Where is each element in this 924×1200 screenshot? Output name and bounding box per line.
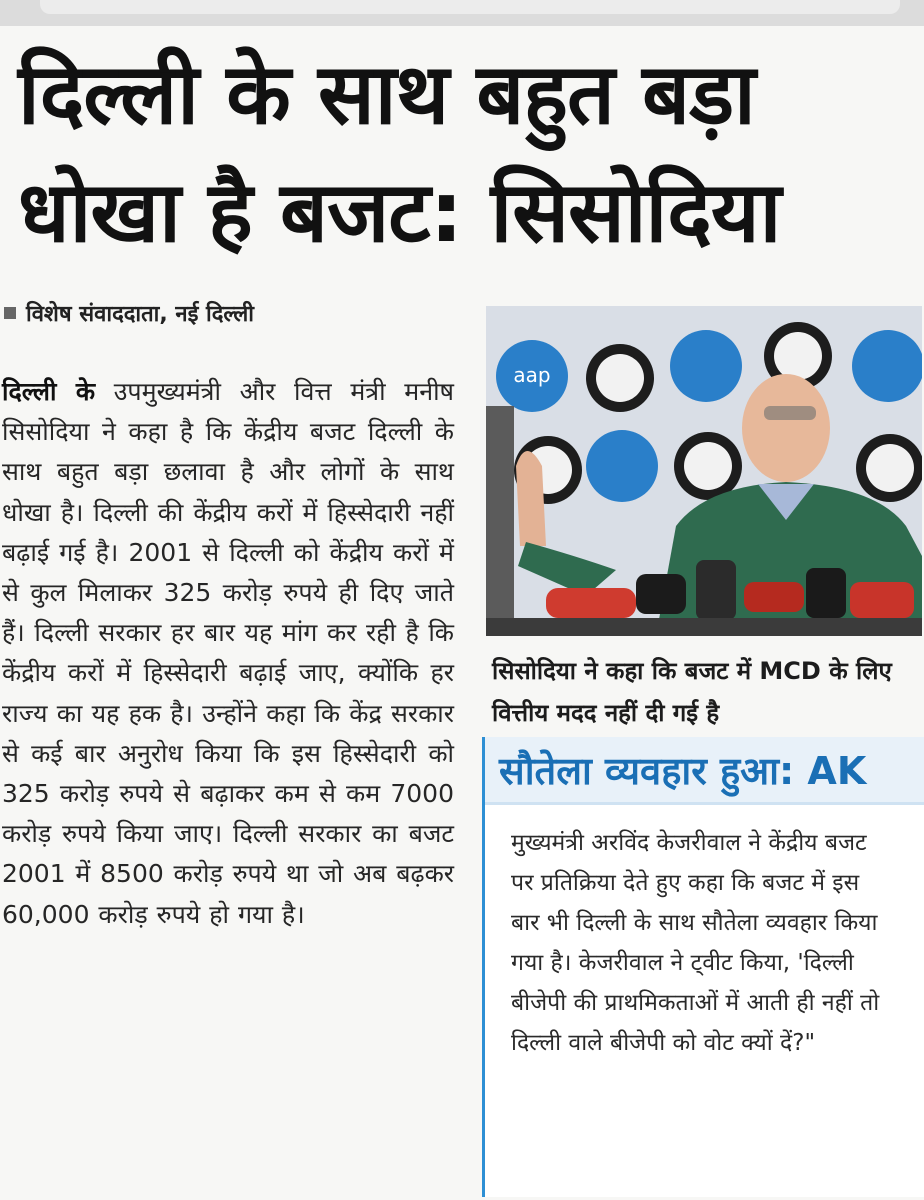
top-bar: [0, 0, 924, 26]
photo-caption: सिसोदिया ने कहा कि बजट में MCD के लिए वित्तीय मदद नहीं दी गई है: [492, 657, 892, 727]
article-body: [2, 372, 454, 935]
person-left-edge: [486, 406, 514, 636]
byline-bullet-icon: [4, 307, 16, 319]
sidebar-box-text: मुख्यमंत्री अरविंद केजरीवाल ने केंद्रीय बजट पर प्रतिक्रिया देते हुए कहा कि बजट में इस बार भी दिल्ली के साथ सौतेला व्यवहार किया गया है। केजरीवाल ने ट्वीट किया, 'दिल्ली बीजेपी की प्राथमिकताओं में आती ही नहीं तो दिल्ली वाले बीजेपी को वोट क्यों दें?": [511, 830, 880, 1056]
top-bar-handle: [40, 0, 900, 14]
photo-illustration: [486, 306, 922, 636]
sidebar-box-title: सौतेला व्यवहार हुआ: AK: [485, 737, 924, 805]
sidebar-box: [482, 737, 924, 1197]
byline: [4, 293, 254, 333]
headline-line-1: दिल्ली के साथ बहुत बड़ा: [18, 45, 755, 143]
logo-text: aap: [513, 363, 551, 387]
article-text: उपमुख्यमंत्री और वित्त मंत्री मनीष सिसोदिया ने कहा है कि केंद्रीय बजट दिल्ली के साथ बहुत बड़ा छलावा है और लोगों के साथ धोखा है। दिल्ली की केंद्रीय करों में हिस्सेदारी नहीं बढ़ाई गई है। 2001 से दिल्ली को केंद्रीय करों में से कुल मिलाकर 325 करोड़ रुपये ही दिए जाते हैं। दिल्ली सरकार हर बार यह मांग कर रही है कि केंद्रीय करों में हिस्सेदारी बढ़ाई जाए, क्योंकि हर राज्य का यह हक है। उन्होंने कहा कि केंद्र सरकार से कई बार अनुरोध किया कि इस हिस्सेदारी को 325 करोड़ रुपये से बढ़ाकर कम से कम 7000 करोड़ रुपये किया जाए। दिल्ली सरकार का बजट 2001 में 8500 करोड़ रुपये था जो अब बढ़कर 60,000 करोड़ रुपये हो गया है।: [2, 377, 454, 929]
press-conference-photo: [486, 306, 922, 636]
headline-line-2: धोखा है बजट: सिसोदिया: [18, 163, 781, 261]
byline-text: विशेष संवाददाता, नई दिल्ली: [26, 302, 254, 327]
article-lead: दिल्ली के: [2, 377, 96, 406]
